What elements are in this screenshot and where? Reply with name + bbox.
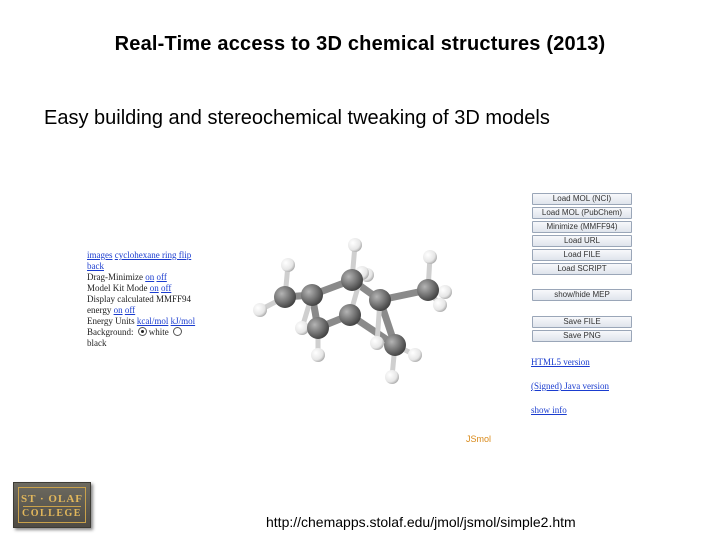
kcal-per-mol-link[interactable]: kcal/mol bbox=[136, 316, 169, 326]
energy-units-label: Energy Units bbox=[87, 316, 135, 326]
cyclohexane-ring-flip-link[interactable]: cyclohexane ring flip bbox=[114, 250, 192, 260]
minimize-button[interactable]: Minimize (MMFF94) bbox=[532, 221, 632, 233]
source-url: http://chemapps.stolaf.edu/jmol/jsmol/simple2.htm bbox=[266, 514, 576, 530]
drag-minimize-on-link[interactable]: on bbox=[145, 272, 155, 282]
energy-on-link[interactable]: on bbox=[113, 305, 123, 315]
slide-title: Real-Time access to 3D chemical structures (2013) bbox=[114, 33, 606, 55]
drag-minimize-label: Drag-Minimize bbox=[87, 272, 143, 282]
java-version-link[interactable]: (Signed) Java version bbox=[531, 381, 609, 391]
show-hide-mep-button[interactable]: show/hide MEP bbox=[532, 289, 632, 301]
background-label: Background: bbox=[87, 327, 134, 337]
model-kit-off-link[interactable]: off bbox=[161, 283, 172, 293]
load-file-button[interactable]: Load FILE bbox=[532, 249, 632, 261]
logo-frame bbox=[18, 487, 86, 523]
back-link[interactable]: back bbox=[87, 261, 104, 271]
background-white-label: white bbox=[148, 327, 169, 337]
energy-label: energy bbox=[87, 305, 112, 315]
load-mol-nci-button[interactable]: Load MOL (NCI) bbox=[532, 193, 632, 205]
save-file-button[interactable]: Save FILE bbox=[532, 316, 632, 328]
model-kit-label: Model Kit Mode bbox=[87, 283, 148, 293]
show-info-link[interactable]: show info bbox=[531, 405, 567, 415]
background-black-label: black bbox=[87, 338, 107, 348]
kj-per-mol-link[interactable]: kJ/mol bbox=[170, 316, 196, 326]
slide-subtitle: Easy building and stereochemical tweaking of 3D models bbox=[44, 107, 550, 129]
logo-line-1: ST · OLAF bbox=[21, 493, 83, 505]
load-script-button[interactable]: Load SCRIPT bbox=[532, 263, 632, 275]
energy-off-link[interactable]: off bbox=[124, 305, 136, 315]
load-url-button[interactable]: Load URL bbox=[532, 235, 632, 247]
jsmol-label: JSmol bbox=[466, 434, 492, 444]
carbon-atoms bbox=[274, 269, 439, 356]
jsmol-controls-panel bbox=[87, 250, 217, 349]
st-olaf-college-logo bbox=[13, 482, 91, 528]
images-link[interactable]: images bbox=[87, 250, 113, 260]
jsmol-viewer[interactable] bbox=[240, 225, 490, 395]
background-white-radio[interactable] bbox=[138, 327, 147, 336]
display-energy-label: Display calculated MMFF94 bbox=[87, 294, 191, 304]
logo-line-2: COLLEGE bbox=[22, 508, 82, 519]
logo-divider bbox=[23, 506, 81, 507]
background-black-radio[interactable] bbox=[173, 327, 182, 336]
load-mol-pubchem-button[interactable]: Load MOL (PubChem) bbox=[532, 207, 632, 219]
save-png-button[interactable]: Save PNG bbox=[532, 330, 632, 342]
drag-minimize-off-link[interactable]: off bbox=[156, 272, 167, 282]
html5-version-link[interactable]: HTML5 version bbox=[531, 357, 590, 367]
model-kit-on-link[interactable]: on bbox=[149, 283, 159, 293]
